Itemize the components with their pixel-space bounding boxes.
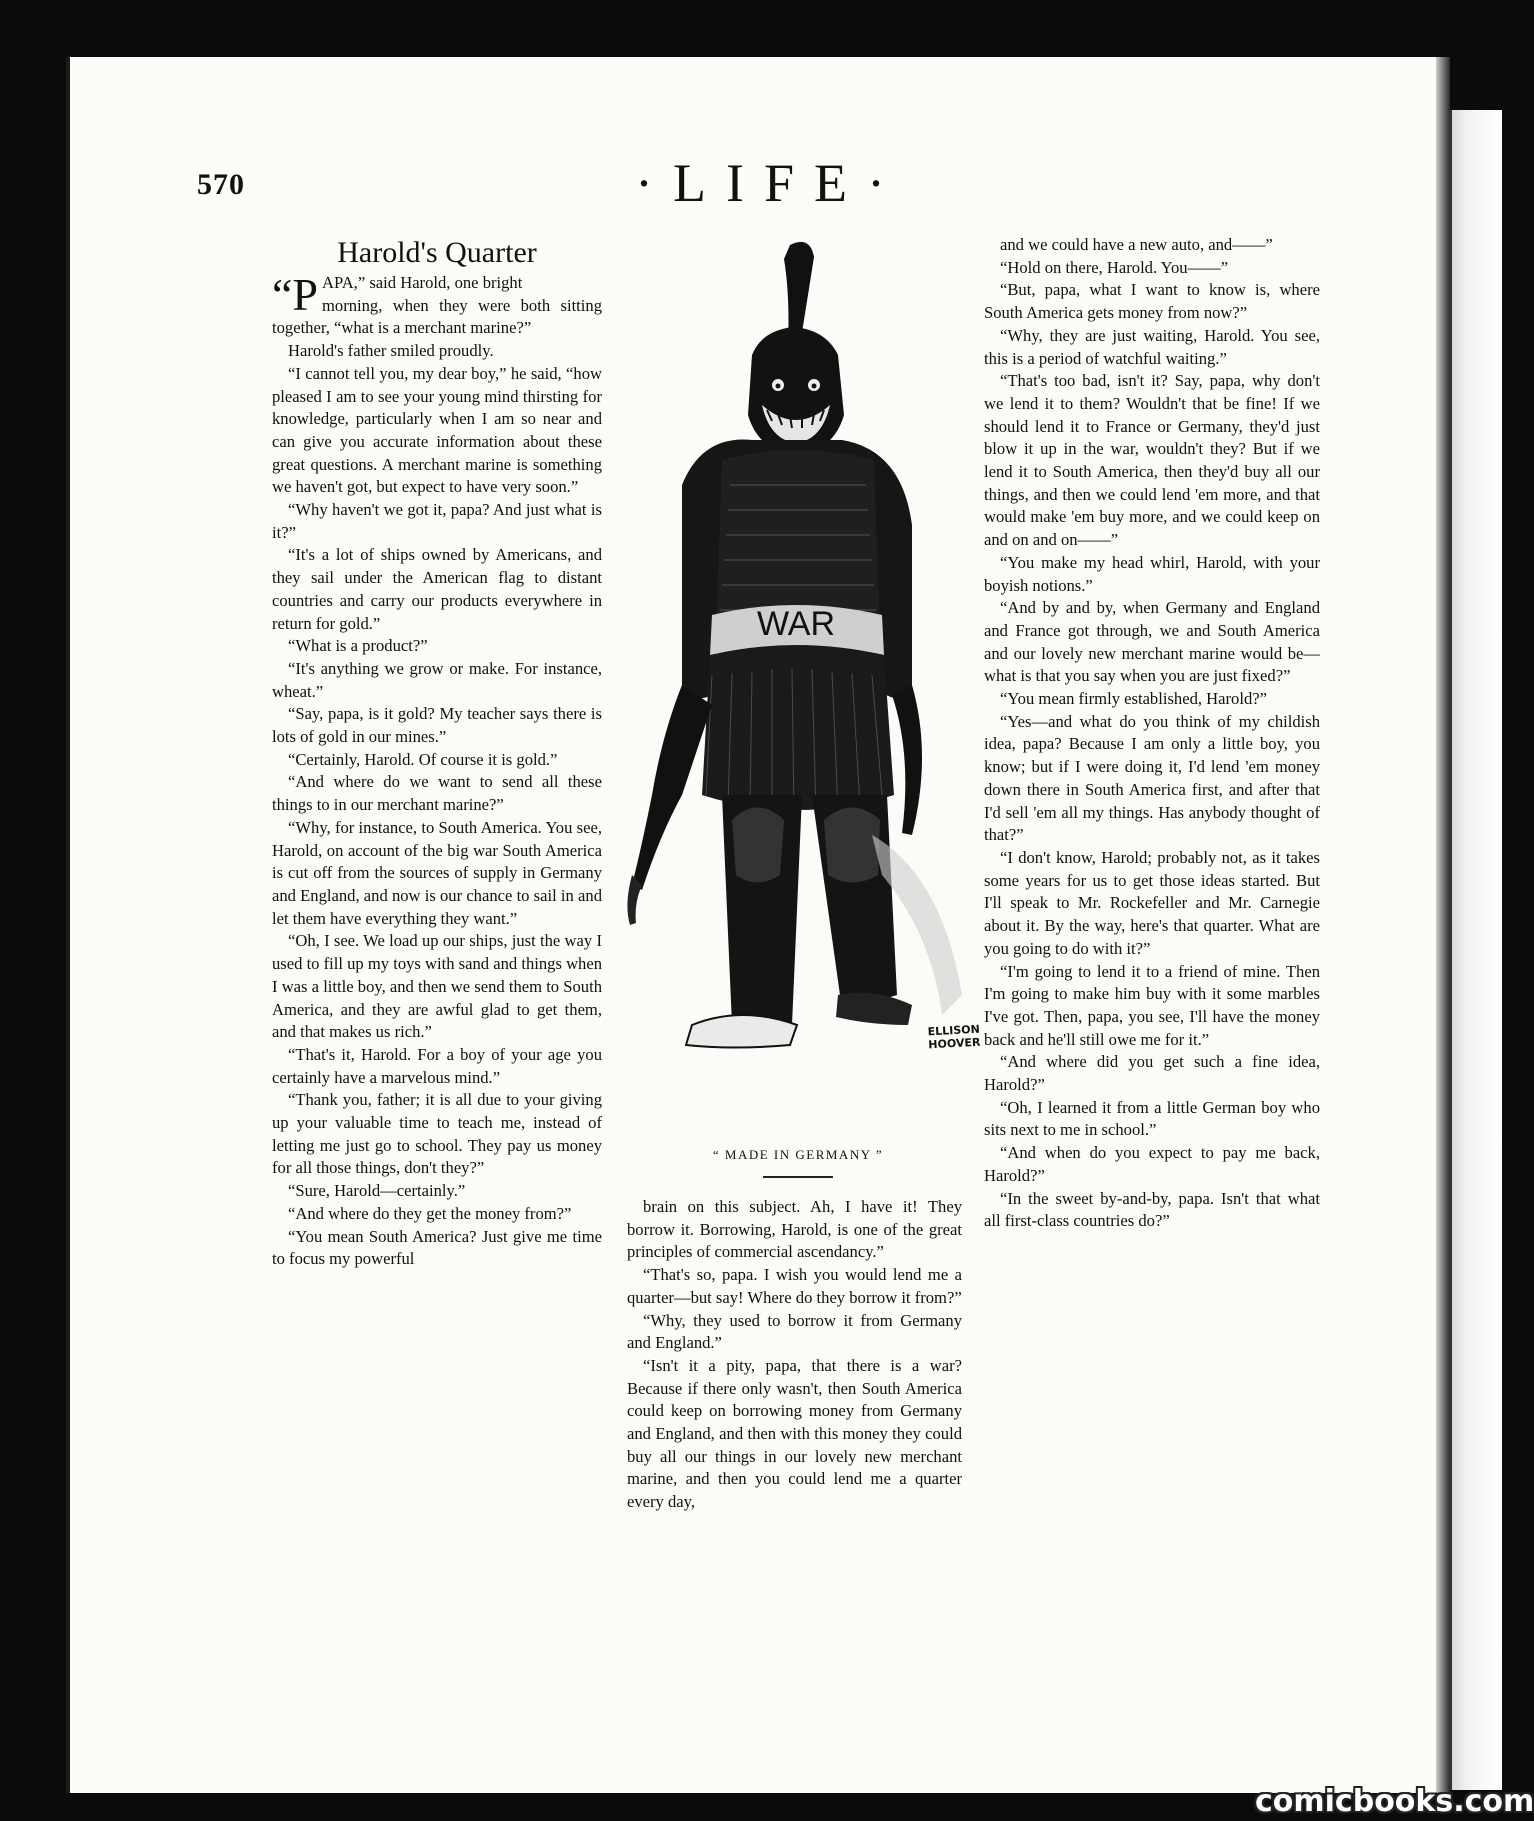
paragraph: “Why, they are just waiting, Harold. You see, this is a period of watchful waiting.” xyxy=(984,325,1320,368)
article-title: Harold's Quarter xyxy=(337,236,537,269)
paragraph: “You mean South America? Just give me time to focus my powerful xyxy=(272,1226,602,1269)
paragraph: “That's it, Harold. For a boy of your age you certainly have a marvelous mind.” xyxy=(272,1044,602,1087)
paragraph: “But, papa, what I want to know is, where South America gets money from now?” xyxy=(984,280,1320,323)
paragraph: “You mean firmly established, Harold?” xyxy=(1000,689,1267,709)
drop-cap: “P xyxy=(272,269,318,320)
paragraph: “Oh, I learned it from a little German boy who sits next to me in school.” xyxy=(984,1097,1320,1140)
paragraph: and we could have a new auto, and——” xyxy=(1000,235,1273,254)
paragraph: Harold's father smiled proudly. xyxy=(288,341,494,361)
paragraph: “Isn't it a pity, papa, that there is a war? Because if there only wasn't, then South America could keep on borrowing money from Germany and England, and then with this money they could buy all our things in our lovely new merchant marine, and then you could lend me a quarter every day, xyxy=(627,1355,962,1512)
paragraph: “That's too bad, isn't it? Say, papa, why don't we lend it to them? Wouldn't that be fine! If we should lend it to France or Germany, they'd just blow it up in the war, wouldn't they? But if we lend it to South America, then they'd buy all our things, and then we could lend 'em more, and that would make 'em buy more, and we could keep on and on and on——” xyxy=(984,371,1320,550)
paragraph: “Yes—and what do you think of my childish idea, papa? Because I am only a little boy, you know; but if I were doing it, I'd lend 'em money down there in South America first, and after that I'd sell 'em all my things. Has anybody thought of that?” xyxy=(984,711,1320,845)
paragraph: “Why, for instance, to South America. You see, Harold, on account of the big war South America is cut off from the sources of supply in Germany and England, and now is our chance to sail in and let them have everything they want.” xyxy=(272,817,602,928)
paragraph: “What is a product?” xyxy=(288,636,428,656)
column-1-body xyxy=(272,295,602,1271)
paragraph: “And where did you get such a fine idea, Harold?” xyxy=(984,1052,1320,1095)
opening-line-rest: APA,” said Harold, one bright xyxy=(322,273,523,292)
paragraph: “Say, papa, is it gold? My teacher says there is lots of gold in our mines.” xyxy=(272,704,602,747)
paragraph: “I'm going to lend it to a friend of mine. Then I'm going to make him buy with it some marbles I've got. Then, papa, you see, I'll have the money back and he'll still owe me for it.” xyxy=(984,961,1320,1049)
next-page-edge xyxy=(1450,110,1502,1790)
signature-line-1: ELLISON xyxy=(927,1022,981,1039)
paragraph: “And where do they get the money from?” xyxy=(288,1203,572,1223)
site-watermark: comicbooks.com xyxy=(1255,1784,1534,1819)
paragraph: “And by and by, when Germany and England and France got through, we and South America and our lovely new merchant marine would be—what is that you say when you are just fixed?” xyxy=(984,598,1320,686)
paragraph: “Sure, Harold—certainly.” xyxy=(288,1181,466,1201)
page-number: 570 xyxy=(197,168,245,201)
illustration-caption: “ MADE IN GERMANY ” xyxy=(712,1147,884,1162)
book-spine xyxy=(1436,57,1450,1793)
belt-text: WAR xyxy=(756,605,836,643)
paragraph: “Why, they used to borrow it from Germany and England.” xyxy=(627,1310,962,1353)
paragraph: “It's a lot of ships owned by Americans, and they sail under the American flag to distant countries and carry our products everywhere in return for gold.” xyxy=(272,545,602,633)
article-column-1 xyxy=(272,269,603,1271)
article-column-2 xyxy=(627,1196,962,1514)
paragraph: “Oh, I see. We load up our ships, just the way I used to fill up my toys with sand and things when I was a little boy, and then we send them to South America, and they are awful glad to get them, and that makes us rich.” xyxy=(272,931,603,1042)
paragraph: “And where do we want to send all these things to in our merchant marine?” xyxy=(272,772,602,815)
signature-line-2: HOOVER xyxy=(928,1035,981,1052)
paragraph: “Certainly, Harold. Of course it is gold.” xyxy=(288,749,558,769)
paragraph: “Hold on there, Harold. You——” xyxy=(1000,257,1229,277)
war-knight-illustration xyxy=(612,235,984,1135)
paragraph: “It's anything we grow or make. For instance, wheat.” xyxy=(272,658,602,701)
paragraph: brain on this subject. Ah, I have it! They borrow it. Borrowing, Harold, is one of the great principles of commercial ascendancy.” xyxy=(627,1197,962,1262)
caption-divider xyxy=(763,1176,833,1178)
paragraph: “Thank you, father; it is all due to your giving up your valuable time to teach me, instead of letting me just go to school. They pay us money for all those things, don't they?” xyxy=(272,1090,602,1178)
paragraph: “You make my head whirl, Harold, with your boyish notions.” xyxy=(984,552,1320,595)
article-column-3 xyxy=(984,234,1320,1233)
paragraph: “Why haven't we got it, papa? And just what is it?” xyxy=(272,500,602,542)
paragraph: morning, when they were both sitting together, “what is a merchant marine?” xyxy=(272,295,602,338)
paragraph: “In the sweet by-and-by, papa. Isn't that what all first-class countries do?” xyxy=(984,1188,1320,1231)
paragraph: “That's so, papa. I wish you would lend me a quarter—but say! Where do they borrow it from?” xyxy=(627,1265,962,1307)
artist-signature xyxy=(927,1023,980,1052)
paragraph: “I cannot tell you, my dear boy,” he said, “how pleased I am to see your young mind thirsting for knowledge, particularly when I am so near and can give you accurate information about these great questions. A merchant marine is something we haven't got, but expect to have very soon.” xyxy=(272,363,602,497)
paragraph: “I don't know, Harold; probably not, as it takes some years for us to get those ideas started. But I'll speak to Mr. Rockefeller and Mr. Carnegie about it. By the way, here's that quarter. What are you going to do with it?” xyxy=(984,847,1320,958)
paragraph: “And when do you expect to pay me back, Harold?” xyxy=(984,1143,1320,1185)
masthead-title: ·LIFE· xyxy=(635,153,905,213)
